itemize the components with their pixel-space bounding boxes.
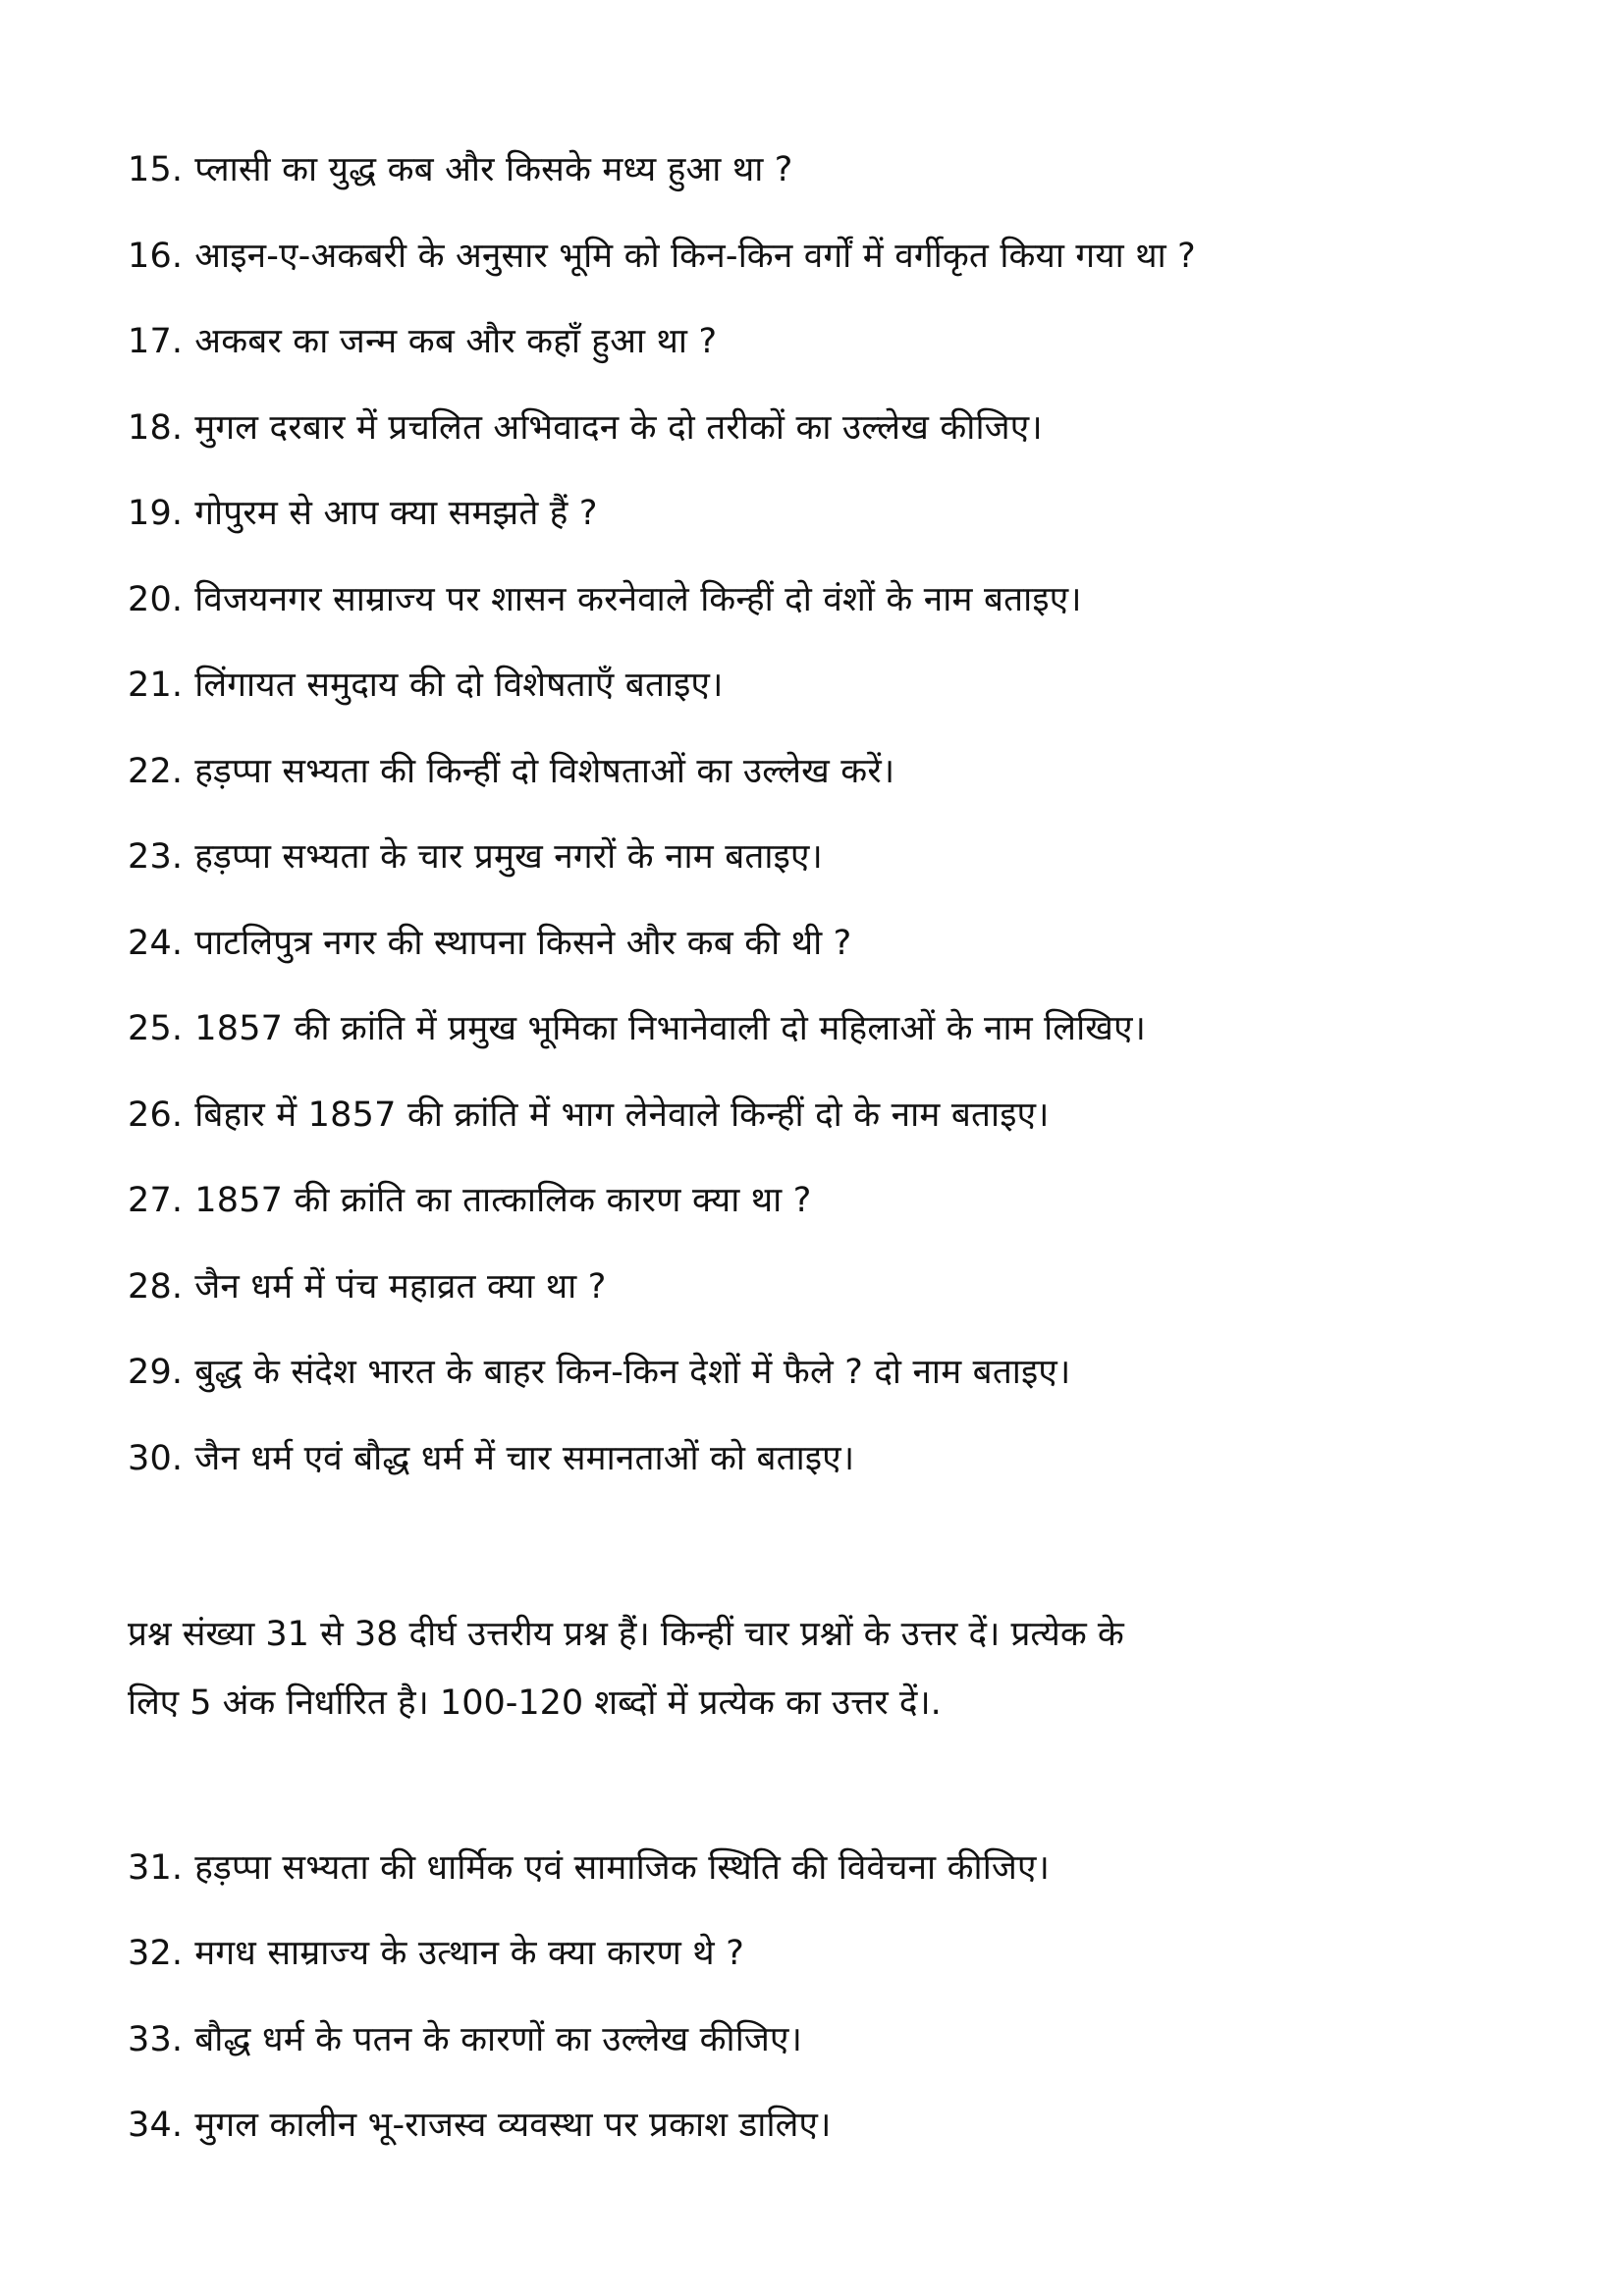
question-number: 27. bbox=[128, 1181, 184, 1220]
question-text: बुद्ध के संदेश भारत के बाहर किन-किन देशों में फैले ? दो नाम बताइए। bbox=[194, 1353, 1071, 1392]
question-text: पाटलिपुत्र नगर की स्थापना किसने और कब की थी ? bbox=[194, 924, 852, 963]
question-text: 1857 की क्रांति में प्रमुख भूमिका निभानेवाली दो महिलाओं के नाम लिखिए। bbox=[194, 1009, 1147, 1048]
question-text: मुगल कालीन भू-राजस्व व्यवस्था पर प्रकाश डालिए। bbox=[194, 2106, 832, 2145]
question-number: 19. bbox=[128, 494, 184, 533]
question-number: 33. bbox=[128, 2020, 184, 2059]
question-text: प्लासी का युद्ध कब और किसके मध्य हुआ था ? bbox=[194, 150, 793, 189]
question-28 bbox=[128, 1262, 607, 1311]
question-number: 17. bbox=[128, 322, 184, 361]
question-number: 29. bbox=[128, 1353, 184, 1392]
question-text: बौद्ध धर्म के पतन के कारणों का उल्लेख कीजिए। bbox=[194, 2020, 803, 2059]
question-number: 25. bbox=[128, 1009, 184, 1048]
question-number: 20. bbox=[128, 580, 184, 619]
question-text: मुगल दरबार में प्रचलित अभिवादन के दो तरीकों का उल्लेख कीजिए। bbox=[194, 408, 1043, 448]
question-number: 22. bbox=[128, 752, 184, 791]
question-number: 31. bbox=[128, 1848, 184, 1888]
question-text: गोपुरम से आप क्या समझते हैं ? bbox=[194, 494, 598, 533]
question-number: 16. bbox=[128, 237, 184, 276]
question-number: 15. bbox=[128, 150, 184, 189]
question-number: 32. bbox=[128, 1934, 184, 1973]
question-15 bbox=[128, 145, 793, 194]
question-text: बिहार में 1857 की क्रांति में भाग लेनेवाले किन्हीं दो के नाम बताइए। bbox=[194, 1095, 1050, 1135]
question-text: हड़प्पा सभ्यता के चार प्रमुख नगरों के नाम बताइए। bbox=[194, 837, 824, 877]
question-27 bbox=[128, 1176, 812, 1225]
question-text: अकबर का जन्म कब और कहाँ हुआ था ? bbox=[194, 322, 718, 361]
question-text: मगध साम्राज्य के उत्थान के क्या कारण थे ? bbox=[194, 1934, 744, 1973]
question-18 bbox=[128, 403, 1043, 453]
question-26 bbox=[128, 1091, 1050, 1140]
question-22 bbox=[128, 747, 894, 796]
question-text: लिंगायत समुदाय की दो विशेषताएँ बताइए। bbox=[194, 666, 724, 705]
question-25 bbox=[128, 1004, 1146, 1053]
instructions-line-1: प्रश्न संख्या 31 से 38 दीर्घ उत्तरीय प्रश्न हैं। किन्हीं चार प्रश्नों के उत्तर दें। प्रत्येक के bbox=[128, 1615, 1124, 1654]
question-29 bbox=[128, 1348, 1070, 1397]
question-text: 1857 की क्रांति का तात्कालिक कारण क्या था ? bbox=[194, 1181, 812, 1220]
question-number: 30. bbox=[128, 1439, 184, 1478]
question-number: 26. bbox=[128, 1095, 184, 1135]
question-number: 28. bbox=[128, 1267, 184, 1307]
question-33 bbox=[128, 2015, 802, 2064]
question-number: 24. bbox=[128, 924, 184, 963]
question-31 bbox=[128, 1843, 1050, 1893]
question-number: 18. bbox=[128, 408, 184, 448]
instructions-line-2: लिए 5 अंक निर्धारित है। 100-120 शब्दों में प्रत्येक का उत्तर दें।. bbox=[128, 1683, 942, 1723]
question-20 bbox=[128, 575, 1082, 624]
question-24 bbox=[128, 919, 851, 968]
question-17 bbox=[128, 317, 717, 366]
question-number: 34. bbox=[128, 2106, 184, 2145]
question-number: 23. bbox=[128, 837, 184, 877]
question-30 bbox=[128, 1434, 854, 1483]
question-16 bbox=[128, 232, 1196, 281]
question-34 bbox=[128, 2101, 832, 2150]
question-text: हड़प्पा सभ्यता की धार्मिक एवं सामाजिक स्थिति की विवेचना कीजिए। bbox=[194, 1848, 1051, 1888]
question-text: जैन धर्म में पंच महाव्रत क्या था ? bbox=[194, 1267, 607, 1307]
question-23 bbox=[128, 832, 823, 881]
question-number: 21. bbox=[128, 666, 184, 705]
question-text: हड़प्पा सभ्यता की किन्हीं दो विशेषताओं का उल्लेख करें। bbox=[194, 752, 895, 791]
question-19 bbox=[128, 489, 598, 538]
question-text: विजयनगर साम्राज्य पर शासन करनेवाले किन्हीं दो वंशों के नाम बताइए। bbox=[194, 580, 1082, 619]
question-21 bbox=[128, 661, 724, 710]
section-instructions bbox=[128, 1600, 1502, 1737]
question-32 bbox=[128, 1929, 744, 1978]
question-text: जैन धर्म एवं बौद्ध धर्म में चार समानताओं को बताइए। bbox=[194, 1439, 855, 1478]
question-text: आइन-ए-अकबरी के अनुसार भूमि को किन-किन वर्गों में वर्गीकृत किया गया था ? bbox=[194, 237, 1196, 276]
